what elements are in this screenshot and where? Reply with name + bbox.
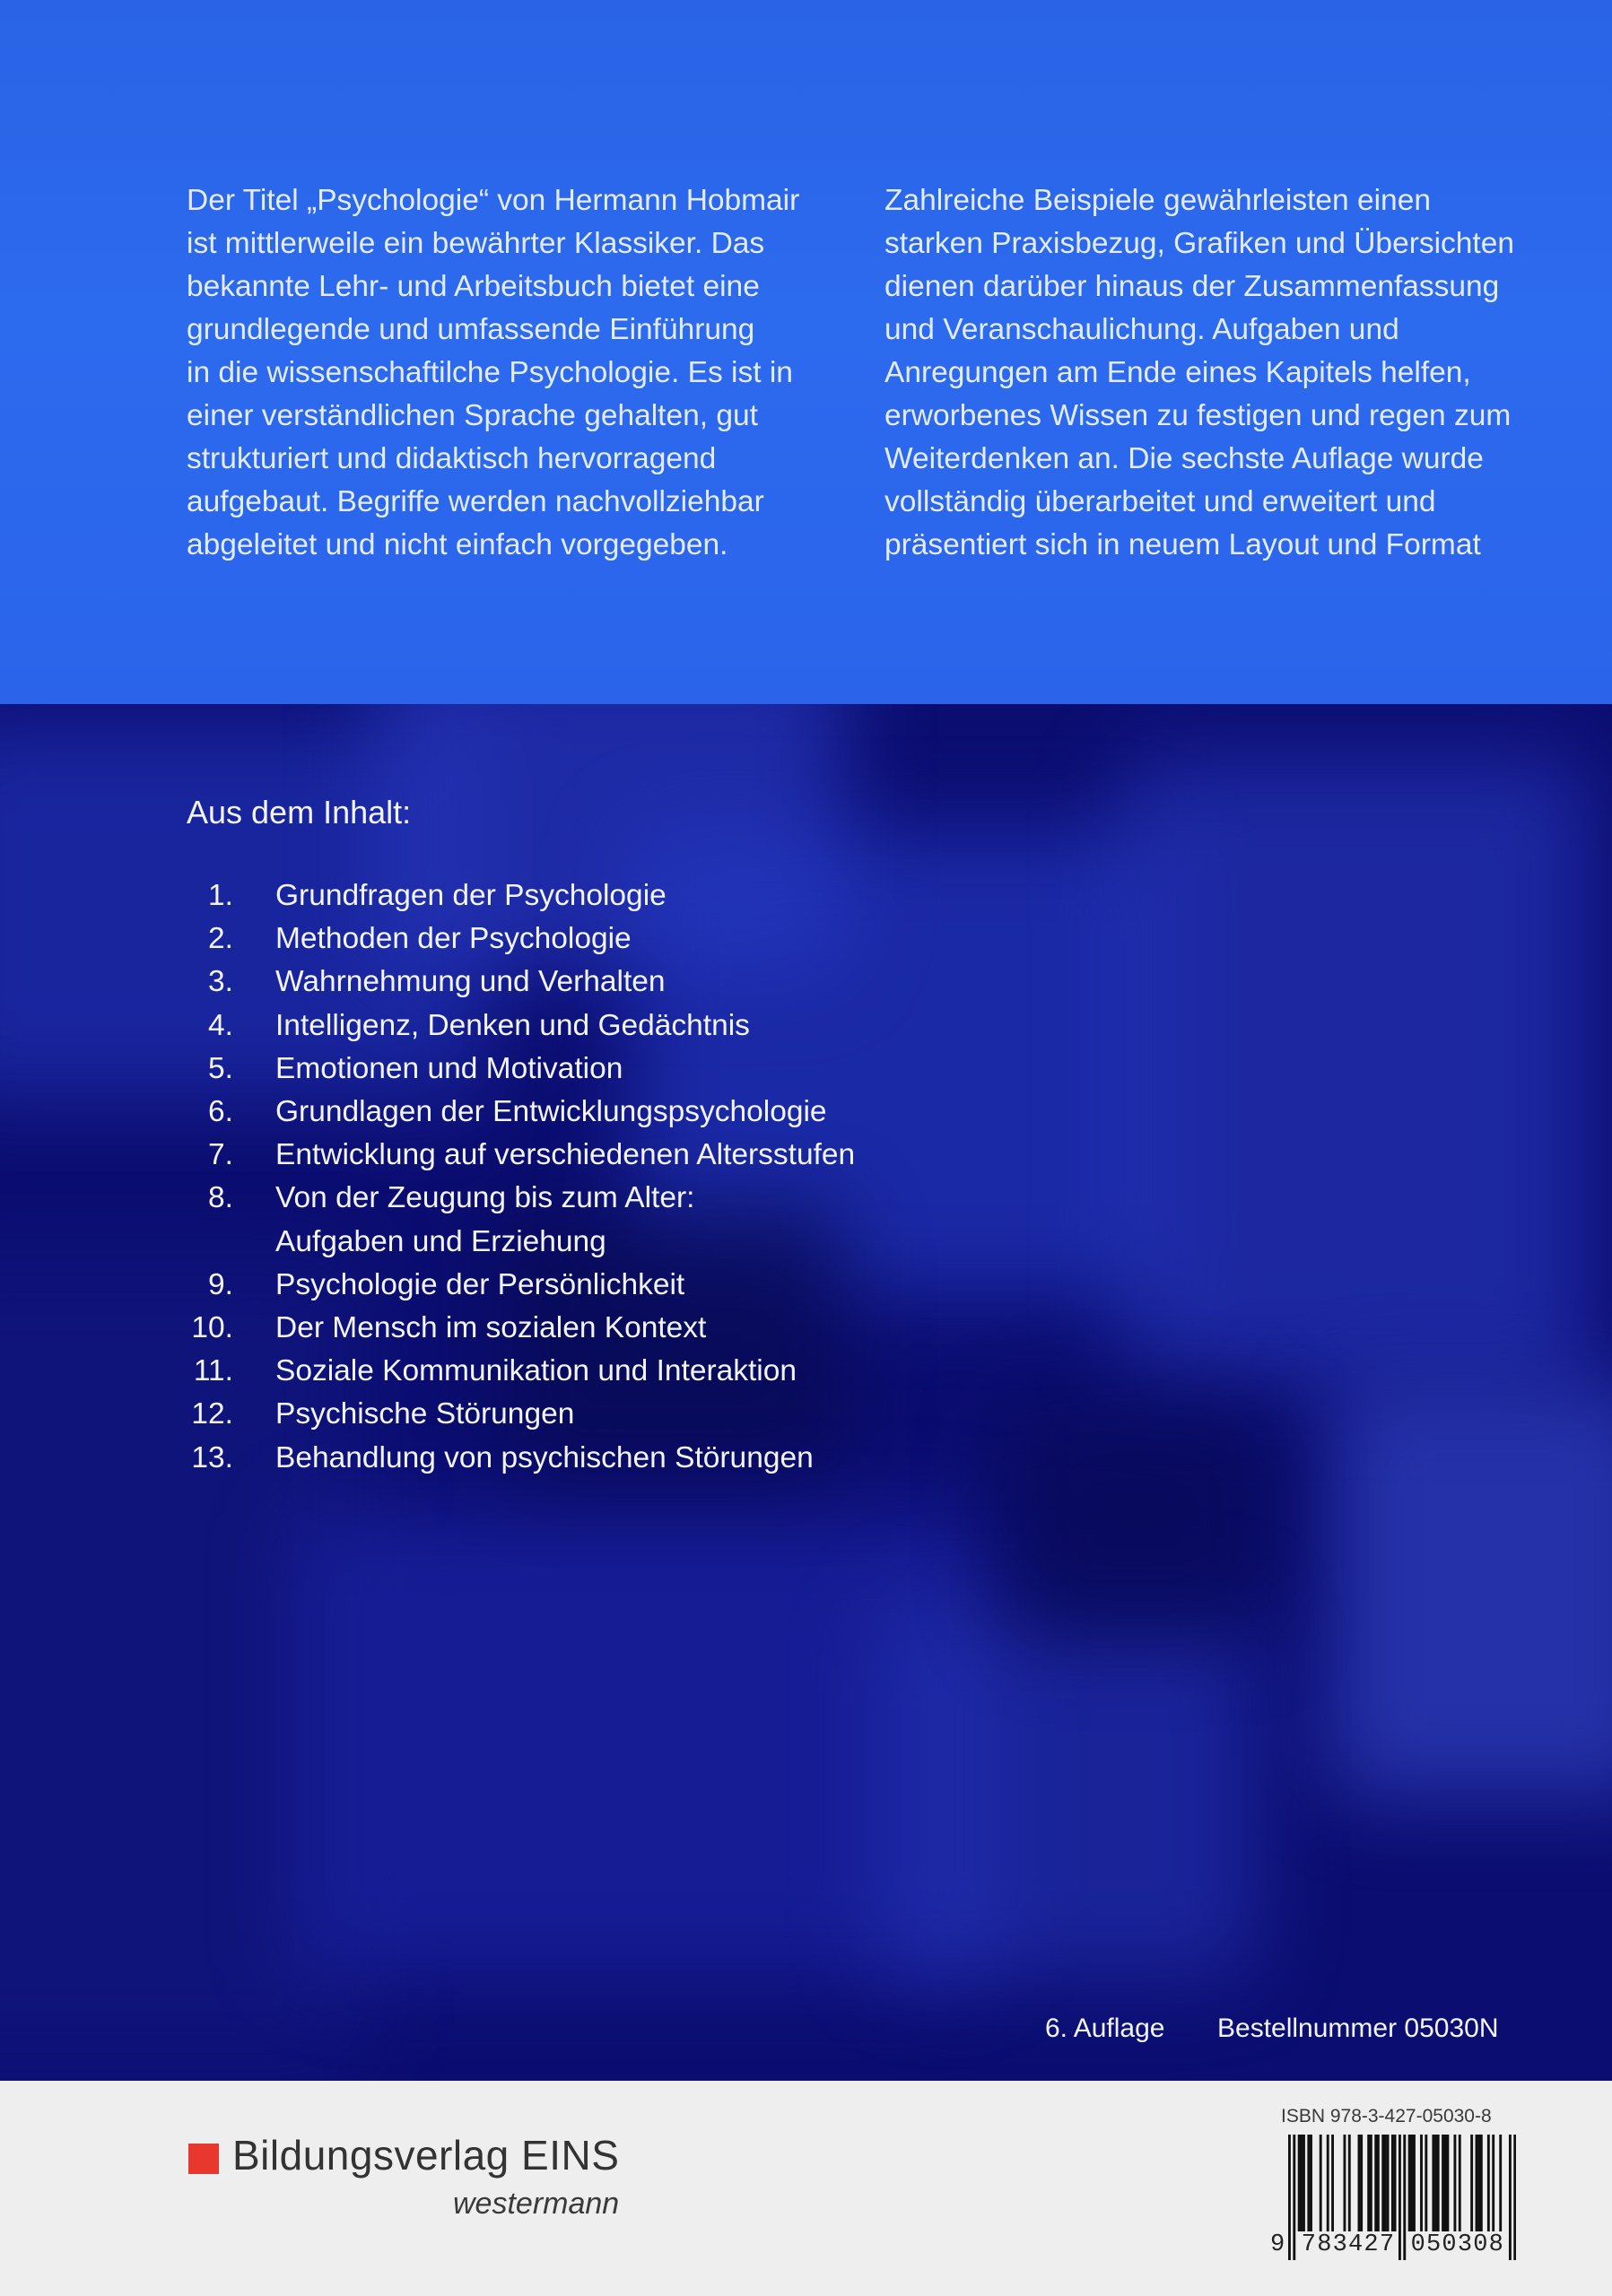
barcode-bar [1391, 2135, 1394, 2231]
contents-item-number-wrap [187, 1177, 275, 1263]
contents-item-number: 1. [208, 879, 233, 912]
contents-item-title [275, 1264, 684, 1307]
contents-item [187, 1177, 855, 1263]
barcode-bar [1480, 2135, 1483, 2231]
contents-item-title-line: Aufgaben und Erziehung [275, 1224, 606, 1258]
contents-item [187, 1264, 855, 1307]
contents-item-title [275, 874, 667, 918]
intro-left-column [187, 179, 815, 567]
contents-item [187, 874, 855, 918]
barcode-bar [1432, 2135, 1434, 2231]
contents-item-title [275, 1437, 814, 1480]
contents-item [187, 1437, 855, 1480]
intro-left-line: aufgebaut. Begriffe werden nachvollziehbar [187, 485, 764, 518]
contents-list [187, 874, 855, 1480]
barcode-bar [1477, 2135, 1480, 2231]
contents-item-number: 4. [208, 1008, 233, 1042]
isbn-label: ISBN 978-3-427-05030-8 [1281, 2106, 1492, 2126]
intro-right-line: Anregungen am Ende eines Kapitels helfen, [884, 356, 1471, 389]
barcode-bar [1327, 2135, 1329, 2231]
contents-item-number: 5. [208, 1051, 233, 1085]
contents-item-number: 11. [193, 1354, 233, 1388]
intro-right-line: Weiterdenken an. Die sechste Auflage wurde [884, 442, 1484, 475]
contents-item-title [275, 1350, 797, 1393]
barcode-bar [1476, 2135, 1478, 2231]
intro-right-column [884, 179, 1548, 567]
barcode-bar [1487, 2135, 1490, 2231]
contents-item-title-line: Intelligenz, Denken und Gedächtnis [275, 1008, 750, 1042]
contents-item [187, 1350, 855, 1393]
contents-item-title [275, 1307, 706, 1350]
contents-item-number-wrap [187, 1091, 275, 1134]
contents-item [187, 961, 855, 1004]
barcode-bar [1358, 2135, 1361, 2231]
contents-item-number-wrap [187, 1393, 275, 1436]
contents-item [187, 1048, 855, 1091]
contents-item-number: 12. [191, 1397, 233, 1431]
barcode-bar [1459, 2135, 1461, 2231]
barcode-bar [1394, 2135, 1397, 2231]
contents-band [0, 704, 1612, 2081]
barcode-bar [1377, 2135, 1380, 2231]
contents-item-number-wrap [187, 1264, 275, 1307]
barcode-bar [1420, 2135, 1423, 2231]
barcode-bar [1492, 2135, 1494, 2231]
intro-right-line: erworbenes Wissen zu festigen und regen zum [884, 399, 1512, 432]
contents-item-title-line: Psychologie der Persönlichkeit [275, 1267, 685, 1301]
barcode-bar [1384, 2135, 1387, 2231]
intro-left-line: bekannte Lehr- und Arbeitsbuch bietet eine [187, 270, 760, 303]
contents-item-title-line: Psychische Störungen [275, 1397, 575, 1431]
barcode-bar [1298, 2135, 1301, 2231]
intro-right-line: Zahlreiche Beispiele gewährleisten einen [884, 184, 1431, 217]
contents-item-title-line: Methoden der Psychologie [275, 922, 632, 956]
barcode-bar [1310, 2135, 1312, 2231]
intro-left-line: abgeleitet und nicht einfach vorgegeben. [187, 528, 728, 561]
barcode-bar [1470, 2135, 1473, 2231]
barcode-bar [1434, 2135, 1437, 2231]
contents-item-title [275, 1091, 827, 1134]
publisher-name: Bildungsverlag EINS [232, 2132, 620, 2179]
intro-right-line: und Veranschaulichung. Aufgaben und [884, 313, 1399, 346]
contents-item-number: 8. [208, 1181, 233, 1215]
contents-item-number: 3. [208, 965, 233, 999]
intro-right-line: präsentiert sich in neuem Layout und Format [884, 528, 1481, 561]
imprint-name: westermann [453, 2187, 620, 2221]
contents-item-title [275, 1134, 855, 1177]
contents-item-number-wrap [187, 1004, 275, 1048]
contents-item-title-line: Von der Zeugung bis zum Alter: [275, 1181, 695, 1215]
contents-item-number-wrap [187, 1048, 275, 1091]
intro-band [0, 0, 1612, 704]
barcode-bar [1348, 2135, 1351, 2231]
barcode-bar [1331, 2135, 1334, 2231]
contents-item-title [275, 918, 632, 961]
contents-item [187, 1393, 855, 1436]
publisher-band [0, 2081, 1612, 2296]
edition-label: 6. Auflage [1045, 2013, 1165, 2043]
intro-left-line: ist mittlerweile ein bewährter Klassiker. Das [187, 227, 765, 260]
intro-right-line: starken Praxisbezug, Grafiken und Übersichten [884, 227, 1514, 260]
red-square-icon [188, 2144, 219, 2174]
barcode-bar [1453, 2135, 1456, 2231]
intro-right-line: vollständig überarbeitet und erweitert und [884, 485, 1436, 518]
contents-item-title-line: Der Mensch im sozialen Kontext [275, 1311, 707, 1345]
barcode-bar [1370, 2135, 1372, 2231]
contents-item-number-wrap [187, 1437, 275, 1480]
barcode-bar [1374, 2135, 1377, 2231]
barcode-bar [1303, 2135, 1305, 2231]
barcode-bar [1442, 2135, 1444, 2231]
barcode-bar [1367, 2135, 1370, 2231]
barcode-bar [1425, 2135, 1427, 2231]
contents-item-number-wrap [187, 961, 275, 1004]
barcode-bar [1387, 2135, 1390, 2231]
barcode-bar [1499, 2135, 1502, 2231]
contents-item-title [275, 1048, 623, 1091]
contents-item-title [275, 1004, 750, 1048]
intro-left-line: strukturiert und didaktisch hervorragend [187, 442, 717, 475]
contents-item [187, 1307, 855, 1350]
contents-item-title-line: Soziale Kommunikation und Interaktion [275, 1354, 797, 1388]
contents-item-title-line: Wahrnehmung und Verhalten [275, 965, 666, 999]
contents-item-number: 2. [208, 922, 233, 956]
contents-item [187, 918, 855, 961]
intro-left-line: grundlegende und umfassende Einführung [187, 313, 755, 346]
contents-item [187, 1004, 855, 1048]
barcode-bar [1444, 2135, 1447, 2231]
contents-item-title-line: Emotionen und Motivation [275, 1051, 623, 1085]
barcode-bar [1320, 2135, 1322, 2231]
intro-left-line: Der Titel „Psychologie“ von Hermann Hobmair [187, 184, 800, 217]
contents-item-title [275, 1177, 694, 1263]
contents-item-title [275, 961, 666, 1004]
barcode-bar [1360, 2135, 1363, 2231]
contents-item-title-line: Entwicklung auf verschiedenen Altersstufen [275, 1138, 856, 1172]
background-blur [1005, 1404, 1274, 1637]
contents-item-number: 10. [191, 1311, 233, 1345]
contents-item-number: 6. [208, 1095, 233, 1129]
background-blur [879, 1601, 1256, 1978]
barcode-bar [1446, 2135, 1449, 2231]
contents-item-number-wrap [187, 874, 275, 918]
barcode-bar [1300, 2135, 1303, 2231]
barcode-bar [1408, 2135, 1411, 2231]
barcode-bar [1437, 2135, 1440, 2231]
contents-item-number-wrap [187, 1307, 275, 1350]
contents-item-title [275, 1393, 574, 1436]
contents-item [187, 1091, 855, 1134]
contents-item [187, 1134, 855, 1177]
contents-item-number: 7. [208, 1138, 233, 1172]
contents-heading: Aus dem Inhalt: [187, 794, 412, 831]
contents-item-title-line: Grundfragen der Psychologie [275, 879, 667, 912]
barcode-bar [1381, 2135, 1384, 2231]
contents-item-title-line: Behandlung von psychischen Störungen [275, 1440, 814, 1474]
barcode-bar [1307, 2135, 1310, 2231]
barcode-bar [1343, 2135, 1346, 2231]
contents-item-number: 13. [191, 1440, 233, 1474]
contents-item-number: 9. [208, 1267, 233, 1301]
intro-left-line: in die wissenschaftilche Psychologie. Es ist in [187, 356, 793, 389]
contents-item-title-line: Grundlagen der Entwicklungspsychologie [275, 1095, 827, 1129]
intro-right-line: dienen darüber hinaus der Zusammenfassung [884, 270, 1500, 303]
background-blur [1328, 1386, 1612, 1798]
barcode-bar [1410, 2135, 1413, 2231]
background-blur [1121, 758, 1588, 1386]
intro-left-line: einer verständlichen Sprache gehalten, gut [187, 399, 758, 432]
contents-item-number-wrap [187, 918, 275, 961]
order-number: Bestellnummer 05030N [1217, 2013, 1499, 2043]
contents-item-number-wrap [187, 1134, 275, 1177]
barcode-digits: 9 783427 050308 [1270, 2231, 1505, 2258]
contents-item-number-wrap [187, 1350, 275, 1393]
barcode-bar [1413, 2135, 1416, 2231]
